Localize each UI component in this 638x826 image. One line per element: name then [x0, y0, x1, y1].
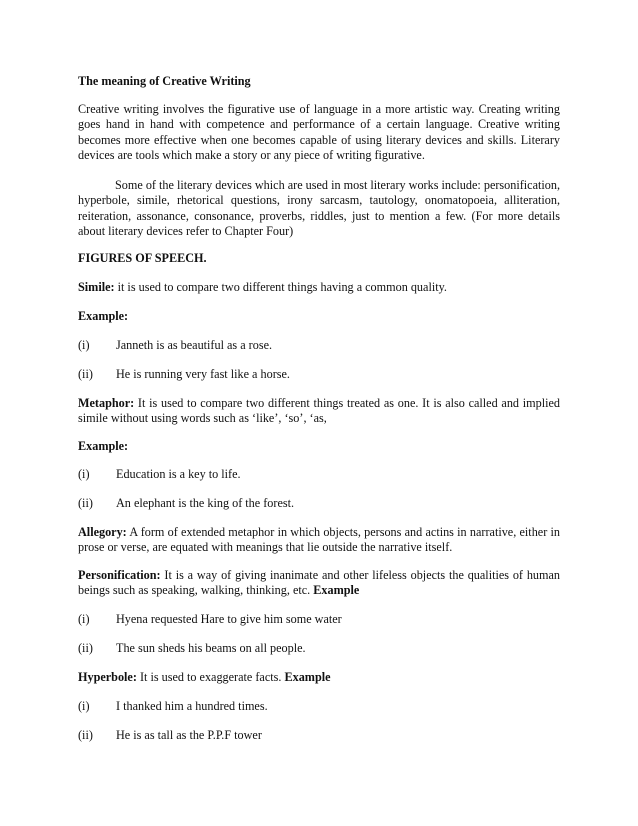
item-text: Hyena requested Hare to give him some water	[116, 612, 342, 626]
metaphor-example-label: Example:	[78, 439, 129, 453]
item-text: Education is a key to life.	[116, 467, 241, 481]
allegory-term: Allegory:	[78, 525, 127, 539]
item-number: (ii)	[78, 496, 93, 510]
hyperbole-term: Hyperbole:	[78, 670, 137, 684]
item-text: Janneth is as beautiful as a rose.	[116, 338, 273, 352]
simile-definition	[78, 280, 560, 295]
list-item	[78, 612, 342, 627]
hyperbole-definition	[78, 670, 560, 685]
item-number: (ii)	[78, 641, 93, 655]
list-item	[78, 728, 262, 743]
intro-paragraph: Creative writing involves the figurative use of language in a more artistic way. Creating writing goes hand in hand with competence and performance of a certain language. Creative writing becomes more effective when one becomes capable of using literary devices and skills. Literary devices are tools which make a story or any piece of writing figurative.	[78, 102, 560, 163]
metaphor-text: It is used to compare two different things treated as one. It is also called and implied simile without using words such as ‘like’, ‘so’, ‘as,	[78, 396, 560, 426]
personification-term: Personification:	[78, 568, 161, 582]
personification-definition	[78, 568, 560, 599]
figures-heading: FIGURES OF SPEECH.	[78, 251, 207, 265]
allegory-text: A form of extended metaphor in which objects, persons and actins in narrative, either in prose or verse, are equated with meanings that lie outside the narrative itself.	[78, 525, 560, 555]
item-text: The sun sheds his beams on all people.	[116, 641, 306, 655]
list-item	[78, 699, 268, 714]
item-text: He is as tall as the P.P.F tower	[116, 728, 262, 742]
item-number: (ii)	[78, 367, 93, 381]
list-item	[78, 641, 306, 656]
simile-example-label: Example:	[78, 309, 129, 323]
item-number: (ii)	[78, 728, 93, 742]
item-number: (i)	[78, 467, 90, 481]
personification-example-label: Example	[313, 583, 360, 598]
simile-term: Simile:	[78, 280, 115, 294]
allegory-definition	[78, 525, 560, 556]
personification-text: It is a way of giving inanimate and other lifeless objects the qualities of human beings such as speaking, walking, thinking, etc.	[78, 568, 560, 598]
simile-text: it is used to compare two different things having a common quality.	[114, 280, 447, 294]
item-number: (i)	[78, 338, 90, 352]
item-text: He is running very fast like a horse.	[116, 367, 290, 381]
item-text: An elephant is the king of the forest.	[116, 496, 295, 510]
page-heading: The meaning of Creative Writing	[78, 74, 251, 88]
list-item	[78, 467, 241, 482]
item-number: (i)	[78, 699, 90, 713]
item-number: (i)	[78, 612, 90, 626]
list-item	[78, 496, 294, 511]
list-item	[78, 367, 290, 382]
metaphor-definition	[78, 396, 560, 427]
list-item	[78, 338, 272, 353]
item-text: I thanked him a hundred times.	[116, 699, 268, 713]
devices-paragraph: Some of the literary devices which are used in most literary works include: personification, hyperbole, simile, rhetorical questions, irony sarcasm, tautology, onomatopoeia, alliteration, reiteration, assonance, consonance, proverbs, riddles, just to mention a few. (For more details about literary devices refer to Chapter Four)	[78, 178, 560, 239]
hyperbole-example-label: Example	[284, 670, 331, 684]
metaphor-term: Metaphor:	[78, 396, 135, 410]
hyperbole-text: It is used to exaggerate facts.	[136, 670, 285, 684]
